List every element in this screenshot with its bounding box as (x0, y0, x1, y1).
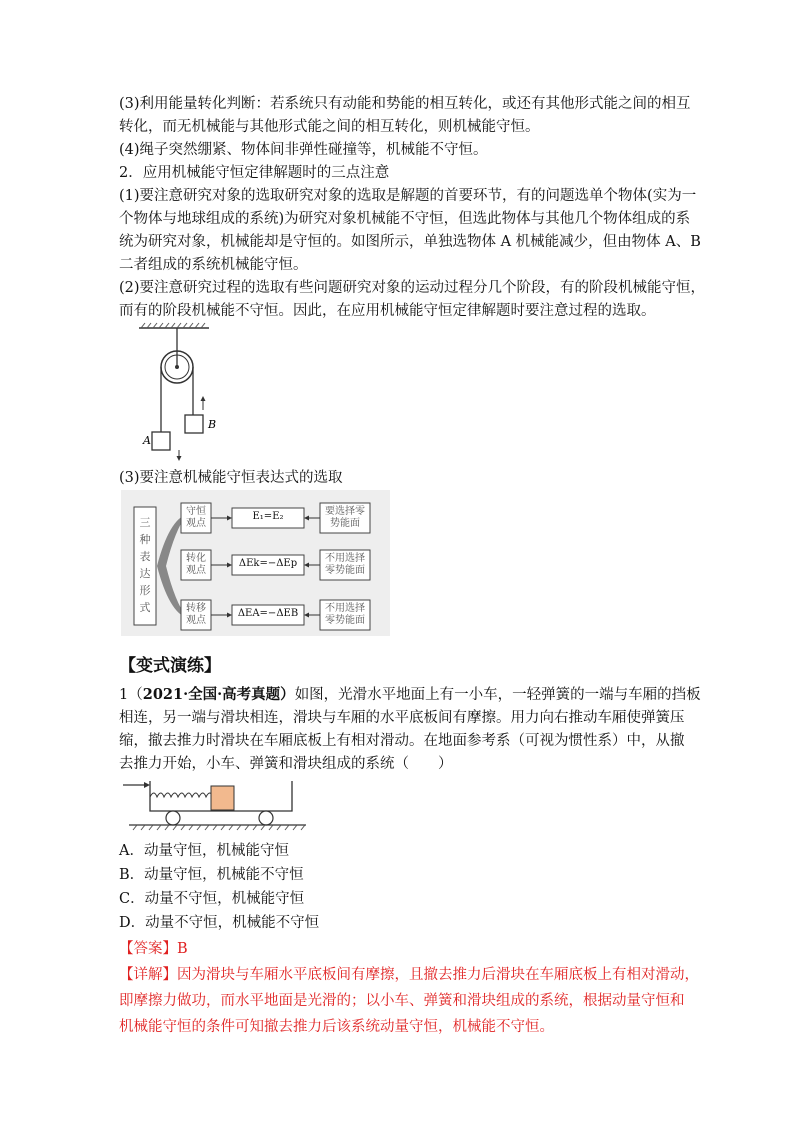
text-line-5: (1)要注意研究对象的选取研究对象的选取是解题的首要环节，有的问题选单个物体(实为一 (119, 188, 697, 204)
text-line-8: 二者组成的系统机械能守恒。 (119, 257, 308, 273)
note-conservation: 要选择零势能面 (325, 506, 365, 529)
answer-value: B (177, 941, 188, 957)
block-b (185, 415, 203, 433)
label-b: B (208, 418, 217, 431)
text-line-11: (3)要注意机械能守恒表达式的选取 (119, 470, 343, 486)
formula-transfer: ΔEA=−ΔEB (237, 608, 299, 619)
note-transfer: 不用选择零势能面 (325, 603, 365, 626)
option-b: B．动量守恒，机械能不守恒 (119, 867, 304, 883)
explanation-line-2: 即摩擦力做功，而水平地面是光滑的；以小车、弹簧和滑块组成的系统，根据动量守恒和 (119, 993, 685, 1009)
question-line-2: 相连，另一端与滑块相连，滑块与车厢的水平底板间有摩擦。用力向右推动车厢使弹簧压 (119, 710, 685, 726)
slider-block (211, 786, 234, 810)
question-text-1: 如图，光滑水平地面上有一小车，一轻弹簧的一端与车厢的挡板 (294, 687, 701, 703)
explanation-tag: 【详解】 (119, 967, 177, 983)
pulley-figure (125, 322, 225, 462)
explanation-text-1: 因为滑块与车厢水平底板间有摩擦，且撤去推力后滑块在车厢底板上有相对滑动， (177, 967, 699, 983)
note-transformation: 不用选择零势能面 (325, 553, 365, 576)
explanation-line-3: 机械能守恒的条件可知撤去推力后该系统动量守恒，机械能不守恒。 (119, 1019, 554, 1035)
option-c: C．动量不守恒，机械能守恒 (119, 891, 305, 907)
question-line-1 (119, 684, 701, 706)
formula-transformation: ΔEk=−ΔEp (238, 558, 298, 569)
view-conservation: 守恒观点 (186, 506, 206, 529)
left-title: 三种表达形式 (139, 516, 151, 614)
question-line-3: 缩，撤去推力时滑块在车厢底板上有相对滑动。在地面参考系（可视为惯性系）中，从撤 (119, 733, 685, 749)
text-line-1: (3)利用能量转化判断：若系统只有动能和势能的相互转化，或还有其他形式能之间的相互 (119, 96, 691, 112)
formula-conservation: E₁=E₂ (252, 511, 284, 522)
text-line-7: 统为研究对象，机械能却是守恒的。如图所示，单独选物体 A 机械能减少，但由物体 A、B (119, 234, 701, 250)
text-line-9: (2)要注意研究过程的选取有些问题研究对象的运动过程分几个阶段，有的阶段机械能守恒， (119, 280, 706, 296)
text-line-10: 而有的阶段机械能不守恒。因此，在应用机械能守恒定律解题时要注意过程的选取。 (119, 303, 656, 319)
block-a (152, 432, 170, 450)
text-line-6: 个物体与地球组成的系统)为研究对象机械能不守恒，但选此物体与其他几个物体组成的系 (119, 211, 691, 227)
text-line-3: (4)绳子突然绷紧、物体间非弹性碰撞等，机械能不守恒。 (119, 142, 488, 158)
answer-line (119, 938, 684, 960)
view-transfer: 转移观点 (186, 603, 206, 626)
question-number: 1（ (119, 687, 143, 703)
label-a: A (143, 434, 151, 447)
option-a: A．动量守恒，机械能守恒 (119, 843, 289, 859)
text-line-4: 2．应用机械能守恒定律解题时的三点注意 (119, 165, 390, 181)
option-d: D．动量不守恒，机械能不守恒 (119, 915, 320, 931)
cart-figure (121, 777, 311, 831)
answer-tag: 【答案】 (119, 941, 177, 957)
view-transformation: 转化观点 (186, 553, 206, 576)
explanation-line-1 (119, 964, 699, 986)
question-source: 2021·全国·高考真题） (142, 686, 295, 703)
question-line-4: 去推力开始，小车、弹簧和滑块组成的系统（ ） (119, 756, 453, 772)
text-line-2: 转化，而无机械能与其他形式能之间的相互转化，则机械能守恒。 (119, 119, 540, 135)
section-title: 【变式演练】 (119, 656, 221, 676)
expression-diagram (121, 490, 390, 636)
